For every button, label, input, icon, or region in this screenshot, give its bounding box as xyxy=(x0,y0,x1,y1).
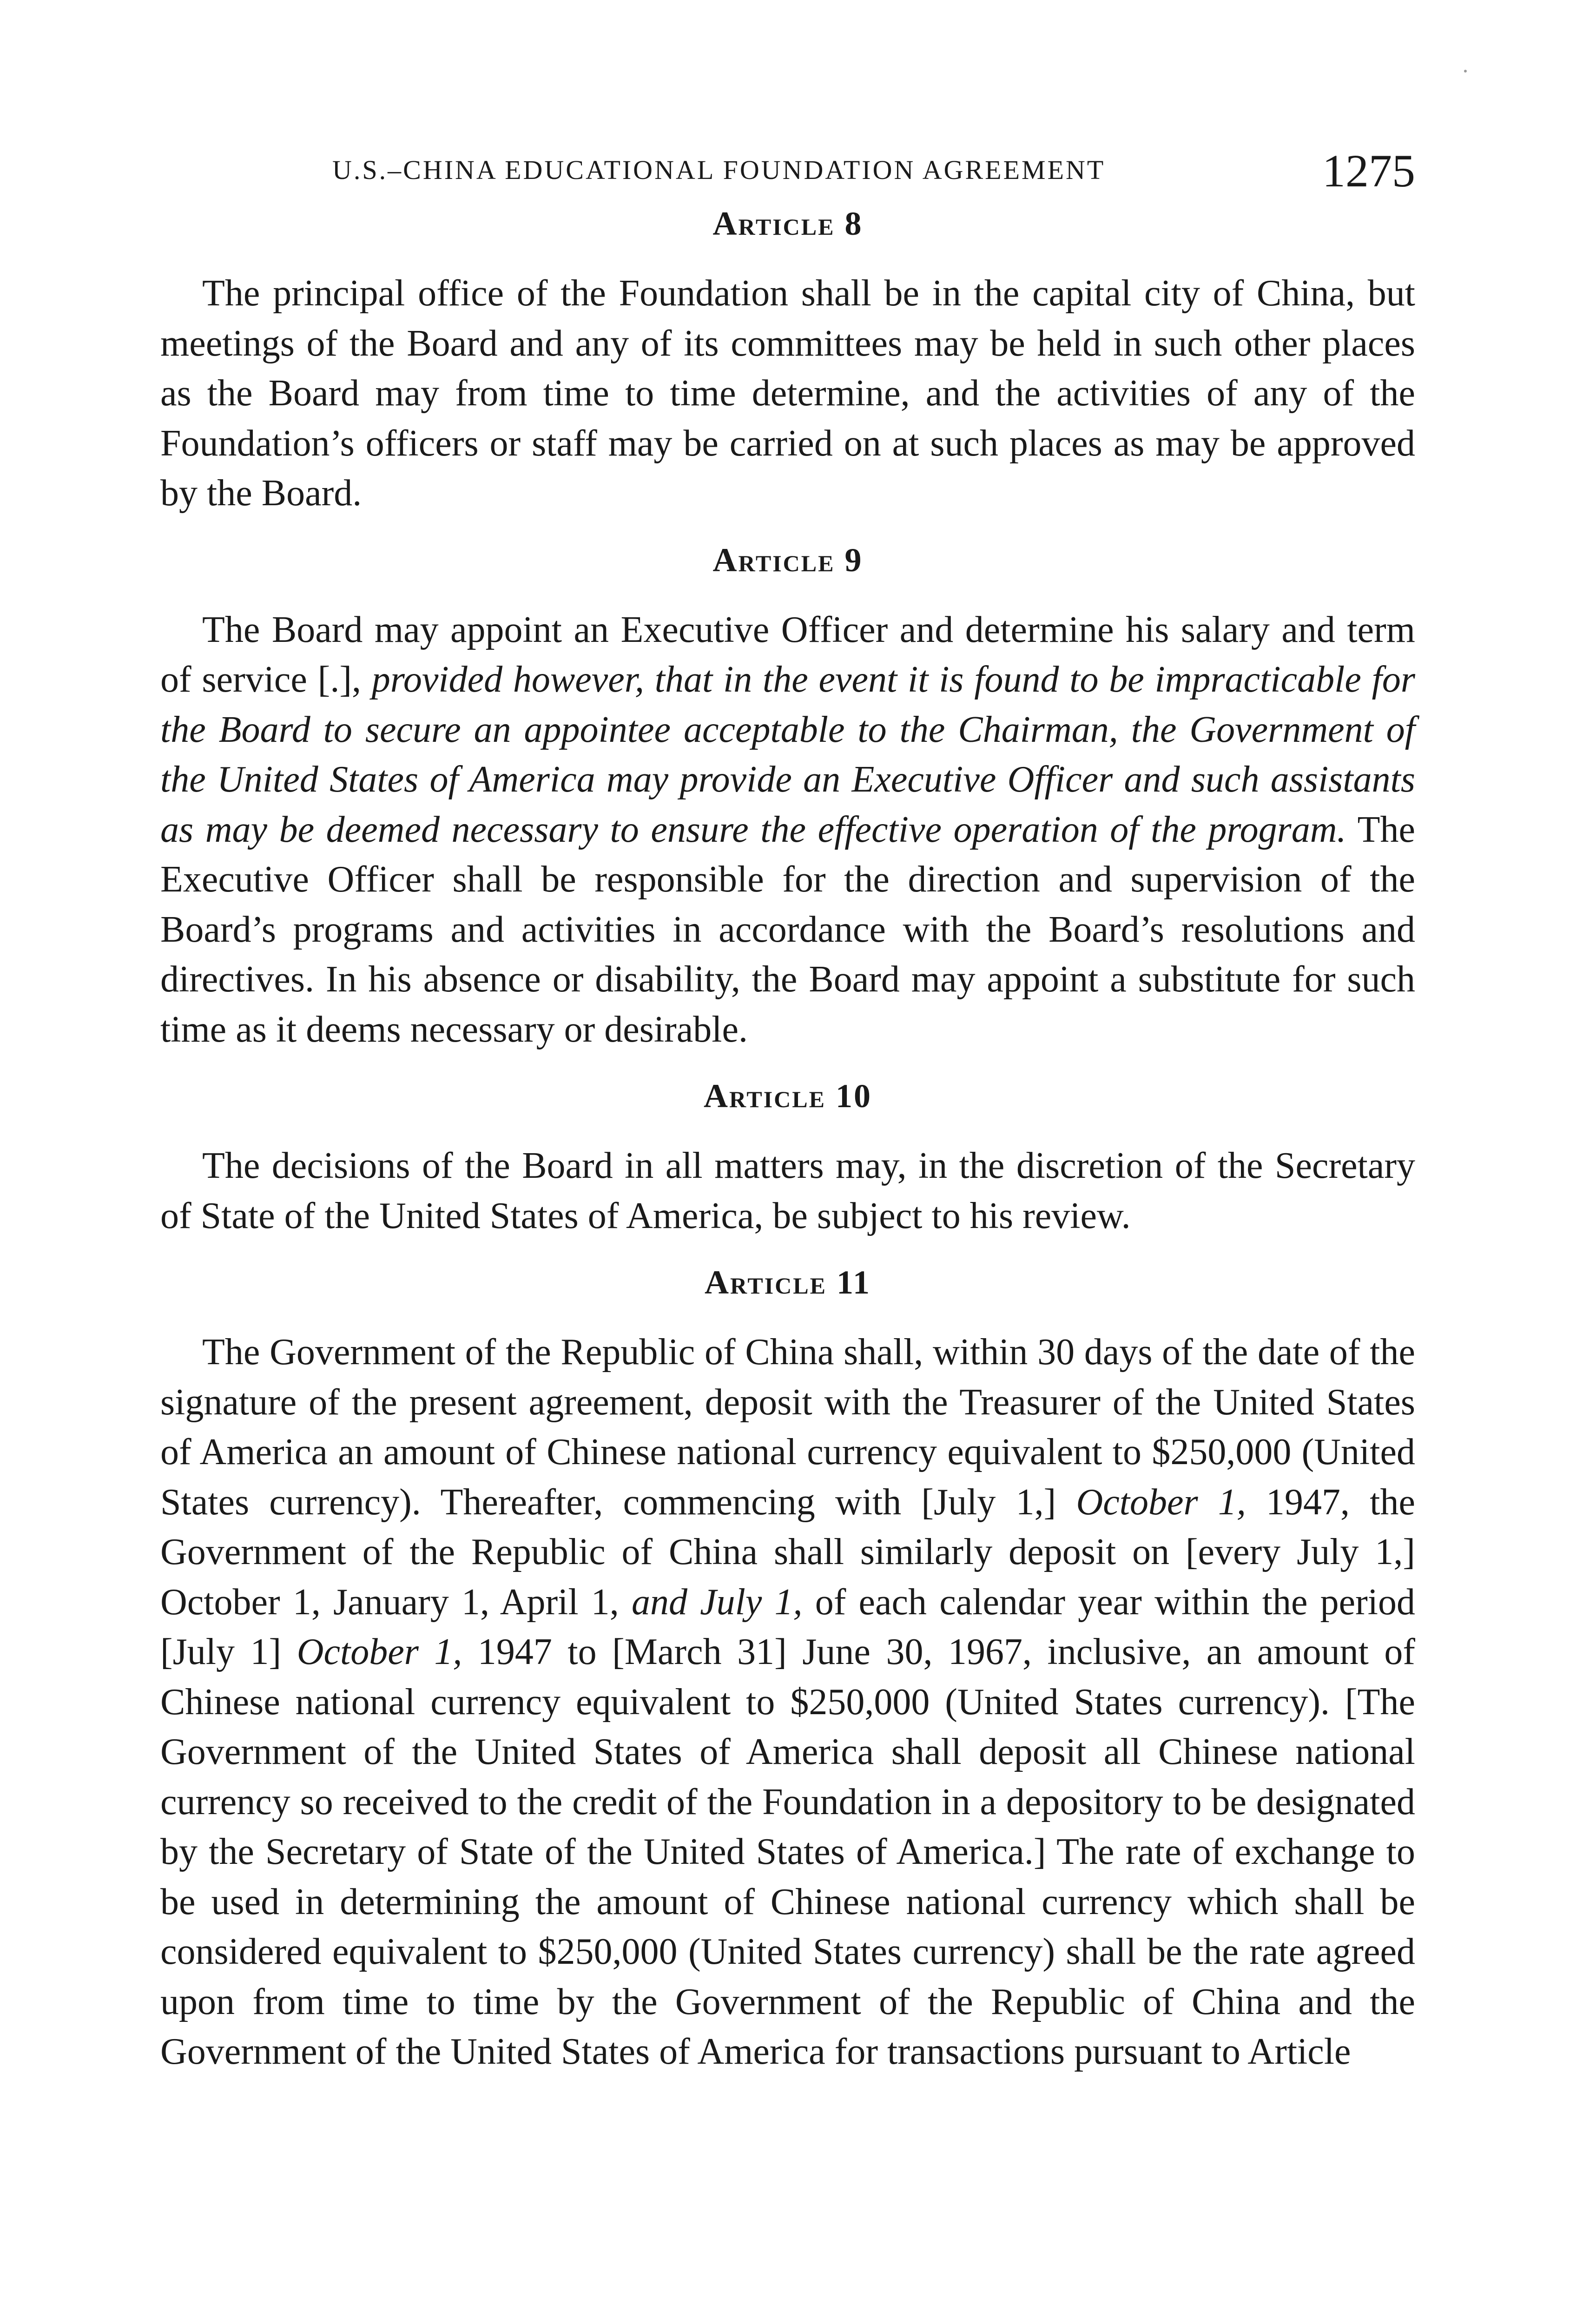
article-9-text-after: The Executive Officer shall be responsible for the direction and supervision of the Board’s programs and activities in accordance with the Board’s resolutions and directives. In his absence or disability, the Board may appoint a substitute for such time as it deems necessary or desirable. xyxy=(160,809,1415,1050)
article-9-text xyxy=(160,605,1415,1055)
article-11-segment: The Government of the Republic of China shall, within 30 days of the date of the signature of the present agreement, deposit with the Treasurer of the United States of America an amount of Chinese national currency equivalent to $250,000 (United States currency). Thereafter, commencing with [July 1,] xyxy=(160,1332,1415,1523)
article-8-text: The principal office of the Foundation shall be in the capital city of China, but meetings of the Board and any of its committees may be held in such other places as the Board may from time to time determine, and the activities of any of the Foundation’s officers or staff may be carried on at such places as may be approved by the Board. xyxy=(160,273,1415,514)
article-9-text-before: The Board may appoint an Executive Officer and determine his salary and term of service [.], xyxy=(160,609,1415,700)
article-11-inserted-date: and July 1, xyxy=(631,1581,803,1623)
document-page xyxy=(160,144,1415,2077)
article-11-text xyxy=(160,1327,1415,2077)
page-number: 1275 xyxy=(1322,145,1415,197)
scan-speck xyxy=(1464,70,1467,73)
article-8-heading: Article 8 xyxy=(712,205,863,242)
article-10-text: The decisions of the Board in all matters may, in the discretion of the Secretary of State of the United States of America, be subject to his review. xyxy=(160,1145,1415,1236)
article-9-heading: Article 9 xyxy=(712,541,863,579)
running-title: U.S.–CHINA EDUCATIONAL FOUNDATION AGREEMENT xyxy=(332,155,1106,185)
article-11-segment: 1947, the Government of the Republic of China shall similarly deposit on [every July 1,] October 1, January 1, April 1, xyxy=(160,1481,1415,1623)
article-11-segment: 1947 to [March 31] June 30, 1967, inclusive, an amount of Chinese national currency equivalent to $250,000 (United States currency). [The Government of the United States of America shall deposit all Chinese national currency so received to the credit of the Foundation in a depository to be designated by the Secretary of State of the United States of America.] The rate of exchange to be used in determining the amount of Chinese national currency which shall be considered equivalent to $250,000 (United States currency) shall be the rate agreed upon from time to time by the Government of the Republic of China and the Government of the United States of America for transactions pursuant to Article xyxy=(160,1631,1415,2072)
article-11-segment: of each calendar year within the period [July 1] xyxy=(160,1581,1416,1672)
article-11-heading: Article 11 xyxy=(705,1264,871,1301)
running-head xyxy=(160,144,1415,205)
article-9-proviso: provided however, that in the event it is found to be impracticable for the Board to secure an appointee acceptable to the Chairman, the Government of the United States of America may provide an Executive Officer and such assistants as may be deemed necessary to ensure the effective operation of the program. xyxy=(160,659,1415,850)
article-11-inserted-date: October 1, xyxy=(297,1631,462,1672)
article-11-inserted-date: October 1, xyxy=(1076,1481,1246,1523)
article-10-heading: Article 10 xyxy=(704,1077,872,1115)
